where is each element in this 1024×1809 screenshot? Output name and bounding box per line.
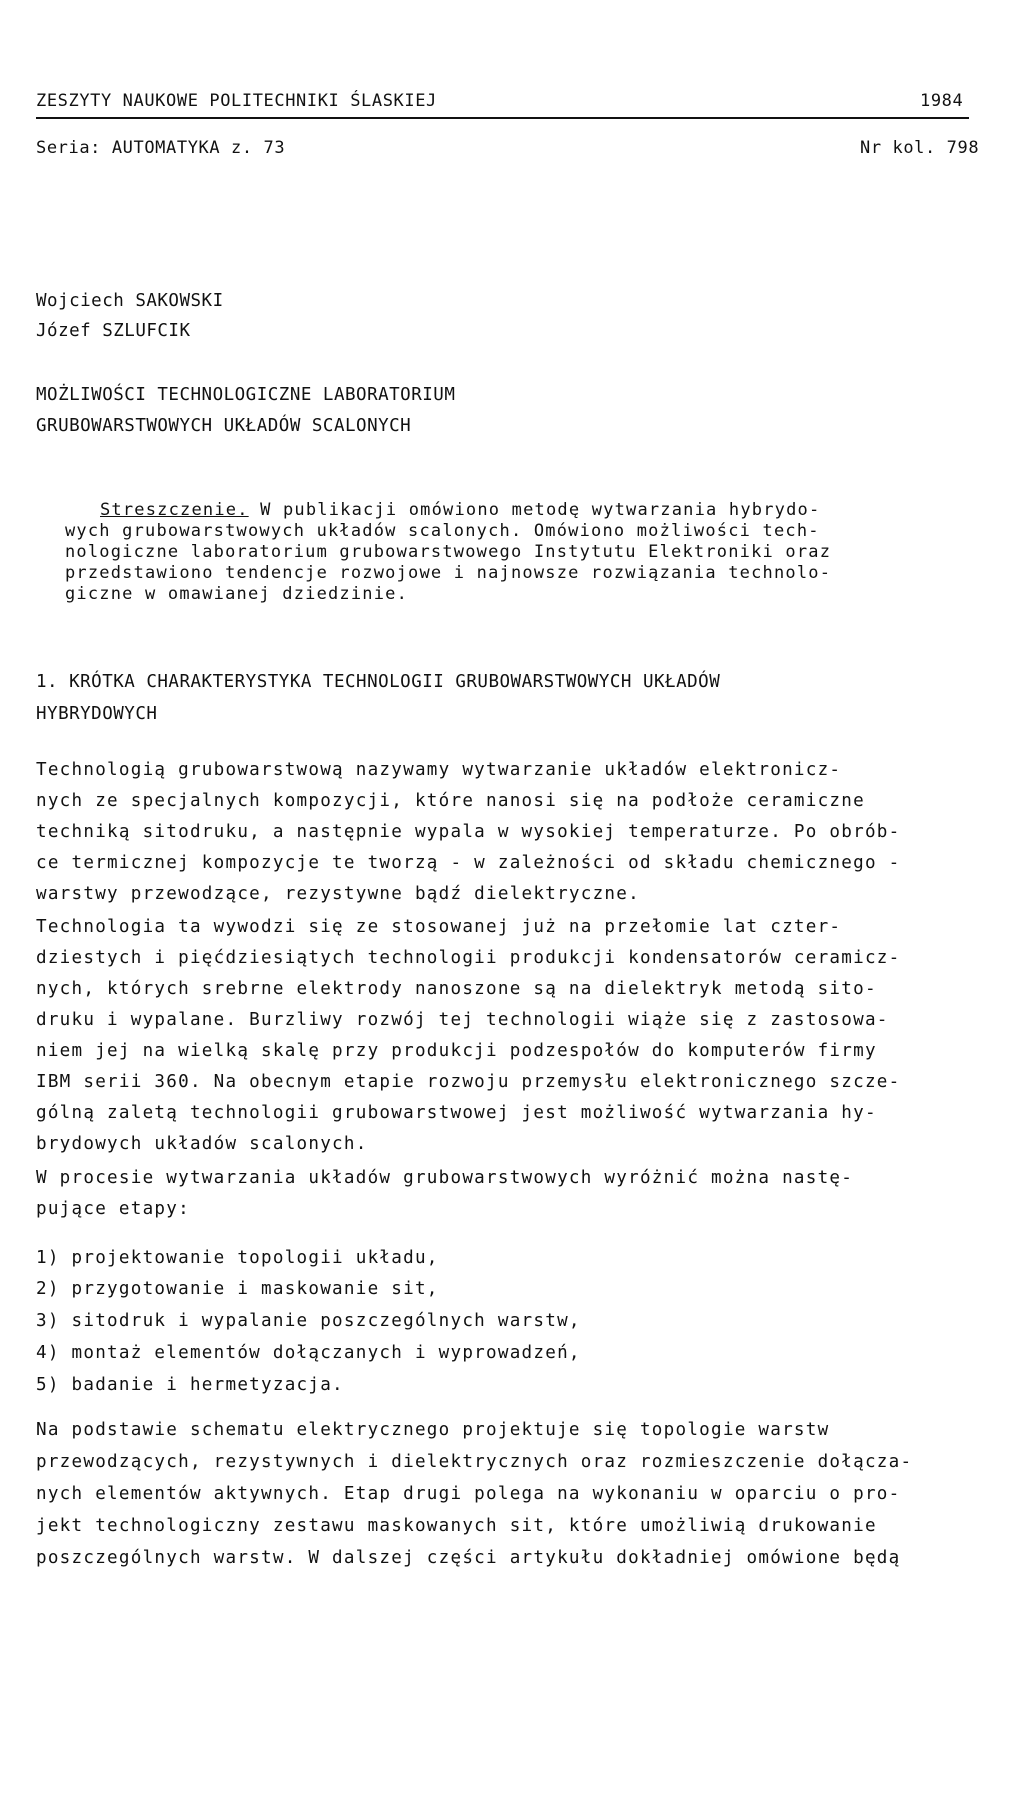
- body-line: warstwy przewodzące, rezystywne bądź dielektryczne.: [36, 884, 640, 904]
- body-line: nych, których srebrne elektrody nanoszone są na dielektryk metodą sito-: [36, 979, 877, 999]
- issue-number: Nr kol. 798: [860, 138, 980, 158]
- body-line: techniką sitodruku, a następnie wypala w wysokiej temperaturze. Po obrób-: [36, 822, 901, 842]
- body-line: ce termicznej kompozycje te tworzą - w zależności od składu chemicznego -: [36, 853, 901, 873]
- body-line: poszczególnych warstw. W dalszej części artykułu dokładniej omówione będą: [36, 1548, 901, 1568]
- title-line-2: GRUBOWARSTWOWYCH UKŁADÓW SCALONYCH: [36, 416, 412, 436]
- series-info: Seria: AUTOMATYKA z. 73: [36, 138, 286, 158]
- body-line: nych elementów aktywnych. Etap drugi polega na wykonaniu w oparciu o pro-: [36, 1484, 901, 1504]
- title-line-1: MOŻLIWOŚCI TECHNOLOGICZNE LABORATORIUM: [36, 385, 456, 405]
- body-line: druku i wypalane. Burzliwy rozwój tej technologii wiąże się z zastosowa-: [36, 1010, 889, 1030]
- abstract-label: Streszczenie.: [100, 500, 249, 520]
- list-item: 2) przygotowanie i maskowanie sit,: [36, 1279, 439, 1299]
- body-line: nych ze specjalnych kompozycji, które nanosi się na podłoże ceramiczne: [36, 791, 865, 811]
- abstract-line-1-text: W publikacji omówiono metodę wytwarzania hybrydo-: [248, 500, 821, 520]
- body-line: przewodzących, rezystywnych i dielektrycznych oraz rozmieszczenie dołącza-: [36, 1452, 913, 1472]
- section-heading-line-2: HYBRYDOWYCH: [36, 704, 158, 724]
- header-rule: [36, 117, 969, 119]
- body-line: jekt technologiczny zestawu maskowanych sit, które umożliwią drukowanie: [36, 1516, 877, 1536]
- publication-year: 1984: [920, 91, 964, 111]
- body-line: W procesie wytwarzania układów grubowarstwowych wyróżnić można nastę-: [36, 1168, 854, 1188]
- list-item: 5) badanie i hermetyzacja.: [36, 1375, 344, 1395]
- body-line: Na podstawie schematu elektrycznego projektuje się topologie warstw: [36, 1420, 830, 1440]
- abstract-line-1: [100, 500, 968, 521]
- body-line: IBM serii 360. Na obecnym etapie rozwoju przemysłu elektronicznego szcze-: [36, 1072, 901, 1092]
- body-line: gólną zaletą technologii grubowarstwowej jest możliwość wytwarzania hy-: [36, 1103, 877, 1123]
- body-line: Technologią grubowarstwową nazywamy wytwarzanie układów elektronicz-: [36, 760, 842, 780]
- abstract-line: wych grubowarstwowych układów scalonych. Omówiono możliwości tech-: [65, 521, 820, 541]
- section-heading-line-1: 1. KRÓTKA CHARAKTERYSTYKA TECHNOLOGII GRUBOWARSTWOWYCH UKŁADÓW: [36, 672, 721, 692]
- abstract-line: nologiczne laboratorium grubowarstwowego Instytutu Elektroniki oraz: [65, 542, 832, 562]
- body-line: brydowych układów scalonych.: [36, 1134, 368, 1154]
- body-line: Technologia ta wywodzi się ze stosowanej już na przełomie lat czter-: [36, 917, 842, 937]
- journal-name: ZESZYTY NAUKOWE POLITECHNIKI ŚLASKIEJ: [36, 91, 437, 111]
- body-line: dziestych i pięćdziesiątych technologii produkcji kondensatorów ceramicz-: [36, 948, 901, 968]
- list-item: 3) sitodruk i wypalanie poszczególnych warstw,: [36, 1311, 581, 1331]
- list-item: 1) projektowanie topologii układu,: [36, 1248, 439, 1268]
- author-1: Wojciech SAKOWSKI: [36, 291, 224, 311]
- body-line: pujące etapy:: [36, 1199, 190, 1219]
- body-line: niem jej na wielką skalę przy produkcji podzespołów do komputerów firmy: [36, 1041, 877, 1061]
- list-item: 4) montaż elementów dołączanych i wyprowadzeń,: [36, 1343, 581, 1363]
- abstract-line: przedstawiono tendencje rozwojowe i najnowsze rozwiązania technolo-: [65, 563, 832, 583]
- abstract-line: giczne w omawianej dziedzinie.: [65, 584, 409, 604]
- abstract: [65, 500, 968, 605]
- author-2: Józef SZLUFCIK: [36, 321, 191, 341]
